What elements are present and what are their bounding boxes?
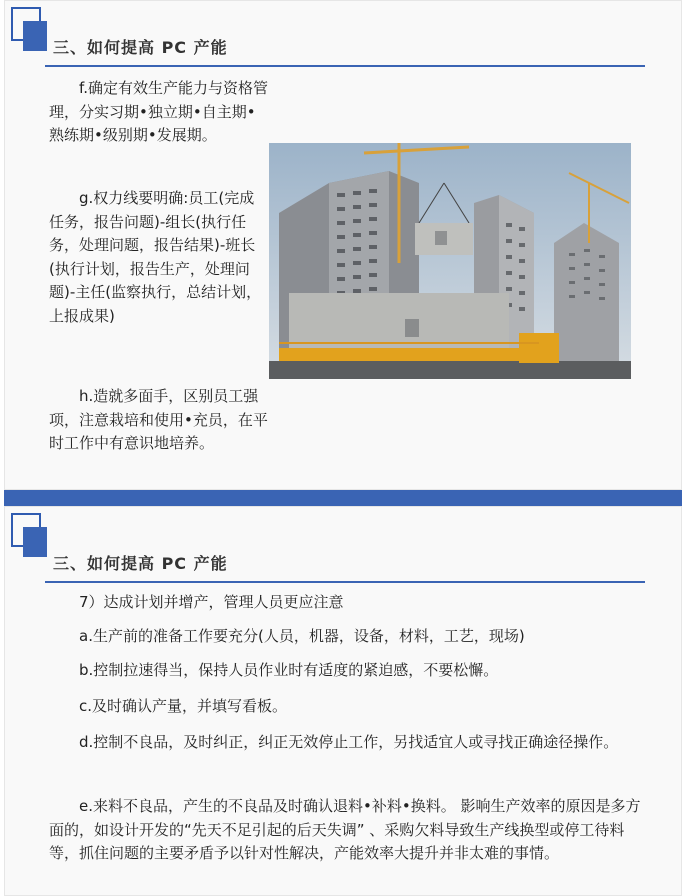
paragraph-h: h.造就多面手，区别员工强项，注意栽培和使用•充员，在平时工作中有意识地培养。 xyxy=(49,387,268,452)
paragraph-d: d.控制不良品，及时纠正，纠正无效停止工作，另找适宜人或寻找正确途径操作。 xyxy=(79,733,619,751)
slide-title: 三、如何提高 PC 产能 xyxy=(53,554,228,573)
corner-filled-square xyxy=(23,527,47,557)
paragraph-a: a.生产前的准备工作要充分(人员，机器，设备，材料，工艺，现场) xyxy=(79,627,525,645)
title-underline xyxy=(45,65,645,67)
paragraph-7: 7）达成计划并增产，管理人员更应注意 xyxy=(79,593,344,611)
paragraph-b: b.控制拉速得当，保持人员作业时有适度的紧迫感，不要松懈。 xyxy=(79,661,499,679)
paragraph-e: e.来料不良品，产生的不良品及时确认退料•补料•换料。 影响生产效率的原因是多方面的，如设计开发的“先天不足引起的后天失调” 、采购欠料导致生产线换型或停工待料等，抓住问题的主要矛盾予以针对性解决，产能效率大提升并非太难的事情。 xyxy=(49,797,641,862)
slide-title: 三、如何提高 PC 产能 xyxy=(53,38,228,57)
paragraph-f: f.确定有效生产能力与资格管理，分实习期•独立期•自主期•熟练期•级别期•发展期。 xyxy=(49,79,268,144)
construction-photo xyxy=(269,143,631,379)
paragraph-c: c.及时确认产量，并填写看板。 xyxy=(79,697,288,715)
slide-1 xyxy=(4,0,682,490)
slide-2 xyxy=(4,506,682,896)
corner-filled-square xyxy=(23,21,47,51)
paragraph-g: g.权力线要明确:员工(完成任务，报告问题)-组长(执行任务，处理问题，报告结果)-班长(执行计划，报告生产，处理问题)-主任(监察执行，总结计划，上报成果) xyxy=(49,189,262,325)
title-underline xyxy=(45,581,645,583)
slide-separator xyxy=(4,490,682,506)
